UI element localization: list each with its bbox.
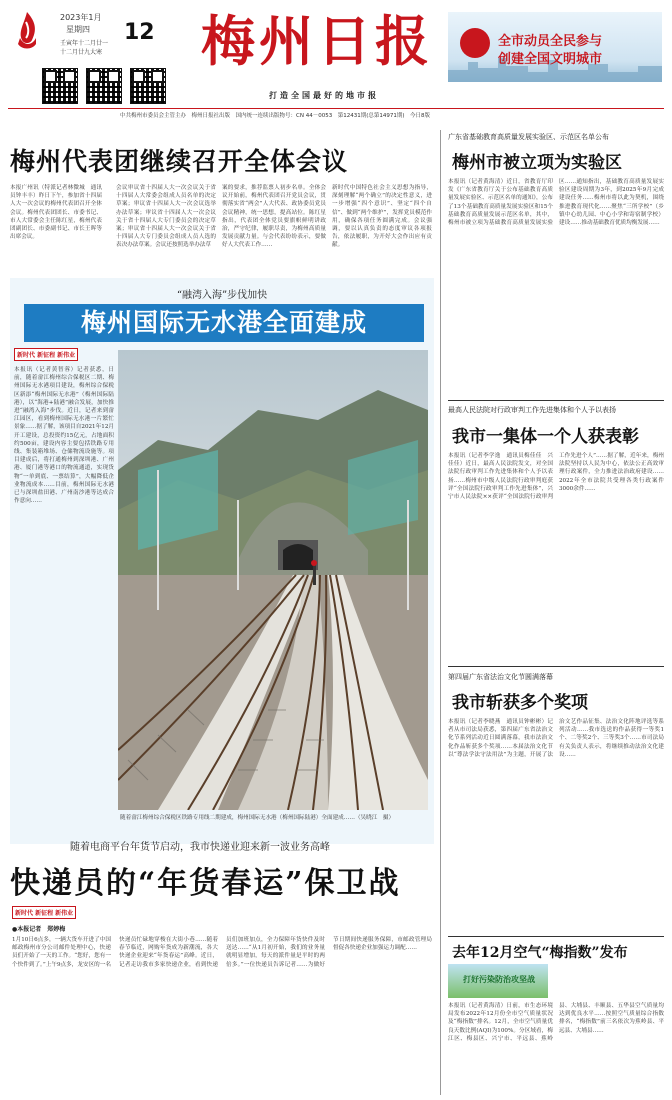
newspaper-logo-icon <box>14 10 40 50</box>
article-1-headline: 梅州代表团继续召开全体会议 <box>10 147 349 176</box>
dry-port-feature <box>10 278 434 844</box>
date-line: 2023年1月 <box>60 13 102 22</box>
lunar-date-1: 壬寅年十二月廿一 <box>60 40 109 47</box>
right-2-kicker: 最高人民法院对行政审判工作先进集体和个人予以表扬 <box>448 406 616 414</box>
lunar-date-2: 十二月廿九大寒 <box>60 49 103 56</box>
article-1-col-1: 本报广州讯（特派记者林微城 通讯员钟丰丰）昨日下午，参加省十四届人大一次会议的梅州代表团召开全体会议。梅州代表团团长、市委书记、市人大常委会主任陈红星，梅州代表团副团长、市委副书记、市长王晖等出席会议。 <box>10 185 102 241</box>
masthead-title: 梅州日报 <box>201 9 433 73</box>
masthead <box>0 0 672 120</box>
right-3-headline: 我市斩获多个奖项 <box>452 693 588 713</box>
dry-port-badge: 新时代 新征程 新伟业 <box>14 348 78 361</box>
right-1-body: 本报讯（记者黄海清）近日，省教育厅印发《广东省教育厅关于公布基础教育高质量发展实验区、示范区名单的通知》，公布了13个基础教育高质量发展实验区和15个基础教育高质量发展示范区名单，其中，梅州市被立项为基础教育高质量发展实验区……通知指出，基础教育高质量发展实验区建设周期为3年，到2025年9月完成建设任务……梅州市将以此为契机，围绕推进教育现代化……聚焦“三所学校”（乡镇中心幼儿园、中心小学和寄宿制学校）建设……推动基础教育优质均衡发展…… <box>448 179 664 227</box>
pollution-badge <box>448 964 548 998</box>
dry-port-photo <box>118 350 428 810</box>
qr-code-1 <box>42 68 78 104</box>
article-1-col-3: 案的要求，推荐监票人初步名单。全体会议开始前，梅州代表团召开党员会议，贯彻落实省“两会”人大代表、政协委员党员会议精神，统一思想，提高站位。陈红星指出，代表团全体党员要旗帜鲜明讲政治，严守纪律，履职尽责，为梅州高质量发展贡献力量。与会代表纷纷表示，要做好人大代表工作…… <box>222 185 326 249</box>
civilization-banner <box>448 12 662 82</box>
right-rule-2 <box>448 666 664 667</box>
qr-code-2 <box>86 68 122 104</box>
express-kicker: 随着电商平台年货节启动，我市快递业迎来新一波业务高峰 <box>70 842 330 853</box>
right-4-body: 本报讯（记者黄海清）日前，市生态环境局发布2022年12月份全市空气质量状况及“梅指数”排名。12月，全市空气质量优良天数比例(AQI)为100%。分区域看，梅江区、梅县区、兴宁市、平远县、蕉岭县、大埔县、丰顺县、五华县空气质量均达到优良水平……按照空气质量综合指数排名，“梅指数”前三名依次为蕉岭县、平远县、大埔县…… <box>448 1003 664 1042</box>
masthead-rule <box>8 108 664 109</box>
article-1-col-4: 新时代中国特色社会主义思想为指导，深刻理解“两个确立”的决定性意义，进一步增强“四个意识”、坚定“四个自信”、做到“两个维护”，发挥党员模范作用，确保各项任务圆满完成。会议强调，要以认真负责的态度审议各项报告，依法履职，为开好大会作出应有贡献。 <box>332 185 432 249</box>
express-body: 1月10日6点多，一辆大货车开进了中国邮政梅州市分公司邮件处理中心，快递员们开始了一天的工作。“您好，您有一个快件到了。”上午9点多，龙安区的一名快递员忙碌地穿梭在大街小巷……随着春节临近，网购年货成为新潮流，各大快递企业迎来“年货春运”高峰。近日，记者走访我市多家快递企业，看到快递员们加班加点，全力保障年货快件及时送达……“从1月初开始，我们的业务量就明显增加，每天的派件量是平时的两倍多。”一位快递员告诉记者……为做好节日期间快递服务保障，市邮政管理局督促各快递企业加强运力调配…… <box>12 937 432 968</box>
right-2-headline: 我市一集体一个人获表彰 <box>452 427 639 447</box>
express-byline: ●本报记者 郑婷梅 <box>12 926 66 933</box>
civilization-emblem-icon <box>460 28 490 58</box>
express-headline: 快递员的“年货春运”保卫战 <box>10 866 401 901</box>
weekday: 星期四 <box>66 25 90 34</box>
day-number: 12 <box>124 20 155 45</box>
dry-port-headline: 梅州国际无水港全面建成 <box>24 304 424 342</box>
right-3-body: 本报讯（记者李晓燕 通讯员钟彬彬）记者从市司法局获悉，第四届广东省法治文化节系列活动近日圆满落幕，我市法治文化作品斩获多个奖项……本届法治文化节以“尊法学法守法用法”为主题，开展了法治文艺作品征集、法治文化阵地评选等系列活动……我市选送的作品获得一等奖1个、二等奖2个、三等奖3个……市司法局有关负责人表示，将继续推动法治文化建设…… <box>448 719 664 758</box>
right-1-headline: 梅州市被立项为实验区 <box>452 153 622 173</box>
dry-port-body: 本报讯（记者黄智蓉）记者获悉，日前，随着畲江梅州综合保税区二期、梅州国际无水港项目建设，梅州综合保税区新添“梅州国际无水港”（梅州国际陆港），以“海港+陆港”融合发展，加快推进“融湾入海”步伐。近日，记者来到畲江园区，看到梅州国际无水港一片繁忙景象……据了解，该项目自2021年12月开工建设，总投资约15亿元，占地面积约500亩，建设内容主要包括铁路专用线、集装箱堆场、仓储物流设施等。项目建成后，将打通梅州到深圳港、广州港、厦门港等港口的物流通道，实现货物“一单到底、一票结算”，大幅降低企业物流成本……目前，梅州国际无水港已与深圳盐田港、广州南沙港等达成合作意向…… <box>14 367 114 505</box>
photo-caption: 随着畲江梅州综合保税区铁路专用线二期建成，梅州国际无水港（梅州国际陆港）全面建成……（吴晓江 摄） <box>120 815 395 821</box>
right-rule-1 <box>448 400 664 401</box>
article-1-col-2: 会议审议省十四届人大一次会议关于省十四届人大常委会组成人员名单的决定草案；审议省十四届人大一次会议选举办法草案；审议省十四届人大一次会议关于省十四届人大专门委员会的决定草案；审议省十四届人大一次会议关于省十四届人大专门委员会组成人员人选的表决办法草案。会议还按照选举办法草 <box>116 185 216 249</box>
right-4-headline: 去年12月空气“梅指数”发布 <box>452 945 628 961</box>
dry-port-kicker: “融湾入海”步伐加快 <box>176 290 268 301</box>
banner-line-1: 全市动员全民参与 <box>498 34 603 49</box>
masthead-slogan: 打造全国最好的地市报 <box>269 90 379 100</box>
right-3-kicker: 第四届广东省法治文化节圆满落幕 <box>448 673 553 681</box>
pollution-badge-text: 打好污染防治攻坚战 <box>463 974 535 984</box>
banner-line-2: 创建全国文明城市 <box>498 52 603 67</box>
right-2-body: 本报讯（记者李学逸 通讯员梅佳佳 兴佳佳）近日，最高人民法院发文，对全国法院行政审判工作先进集体和个人予以表扬……梅州市中级人民法院行政审判庭获评“全国法院行政审判工作先进集体”，兴宁市人民法院××获评“全国法院行政审判工作先进个人”……据了解，近年来，梅州法院坚持以人民为中心，依法公正高效审理行政案件，全力推进法治政府建设……2022年全市法院共受理各类行政案件3000余件…… <box>448 453 664 501</box>
qr-code-3 <box>130 68 166 104</box>
right-rule-3 <box>448 936 664 937</box>
column-divider <box>440 130 441 1095</box>
publication-info: 中共梅州市委员会主管主办 梅州日报社出版 国内统一连续出版物号：CN 44－0053 第12431期(总第14971期) 今日8版 <box>120 113 430 119</box>
express-badge: 新时代 新征程 新伟业 <box>12 906 76 919</box>
right-1-kicker: 广东省基础教育高质量发展实验区、示范区名单公布 <box>448 133 609 141</box>
